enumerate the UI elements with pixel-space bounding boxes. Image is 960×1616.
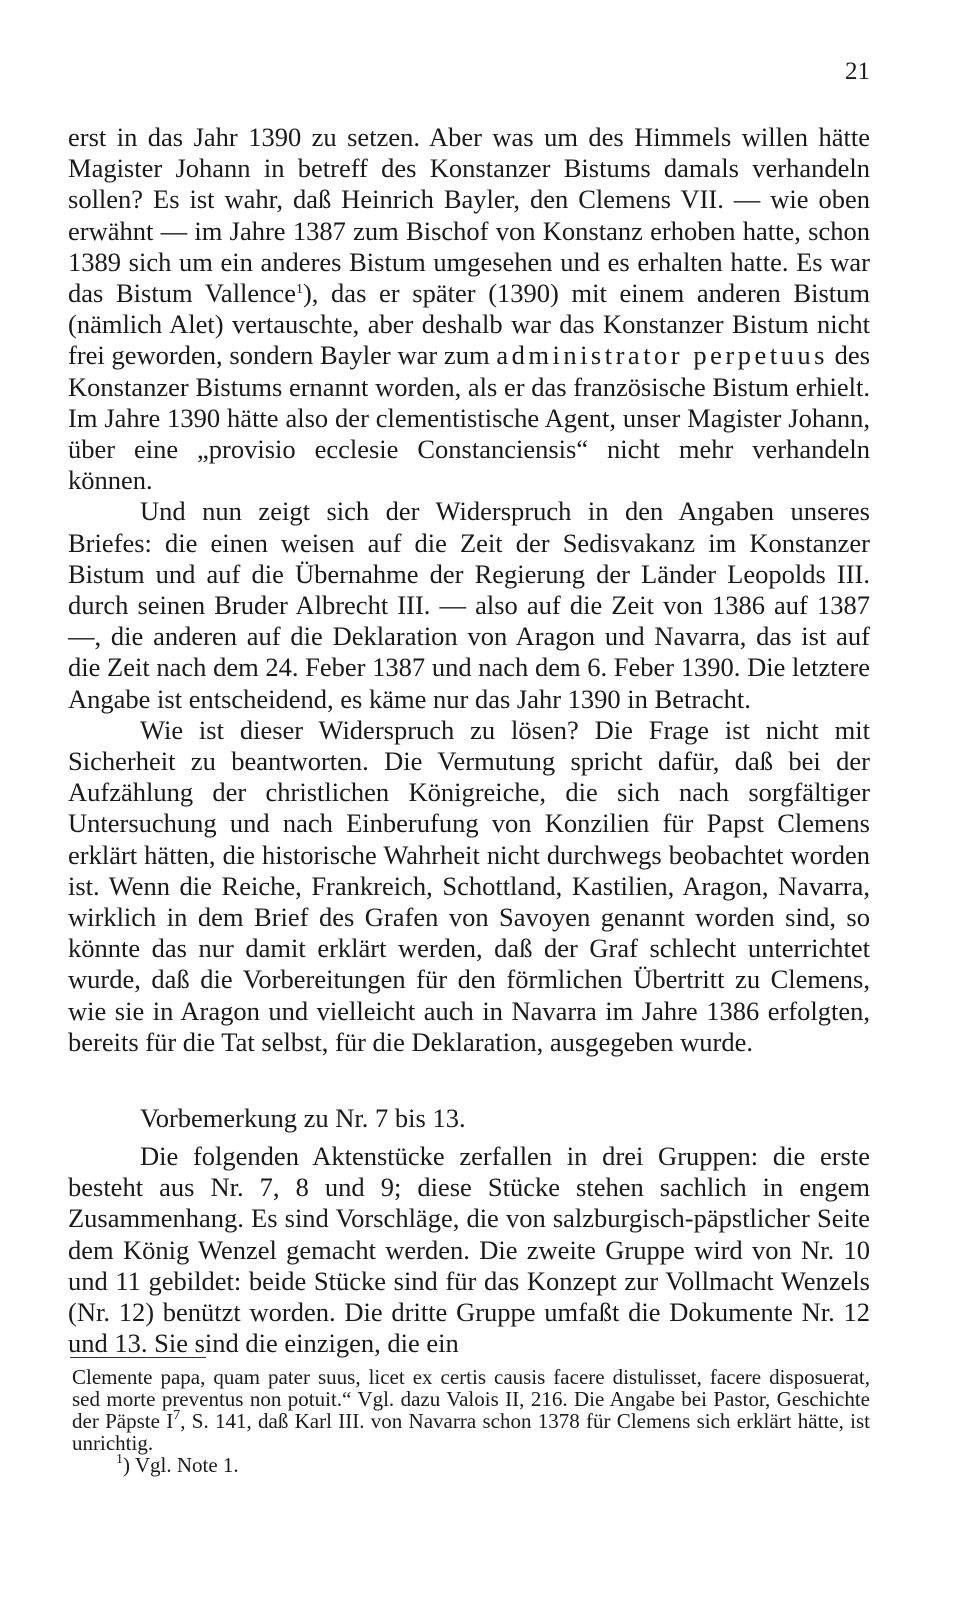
footnote-1 (72, 1454, 870, 1476)
footnote-ref-1: 1 (295, 282, 303, 298)
footnote-rule (70, 1357, 206, 1358)
main-text-section-1 (68, 122, 870, 1058)
paragraph-1-part-a: erst in das Jahr 1390 zu setzen. Aber was um des Himmels willen hätte Magister Johann in betreff des Konstanzer Bistums damals verhandeln sollen? Es ist wahr, daß Heinrich Bayler, den Clemens VII. — wie oben erwähnt — im Jahre 1387 zum Bischof von Konstanz erhoben hatte, schon 1389 sich um ein anderes Bistum umgesehen und es erhalten hatte. Es war das Bistum Vallence (68, 122, 870, 309)
footnote-1-text: ) Vgl. Note 1. (123, 1453, 239, 1477)
footnote-continued-text: Clemente papa, quam pater suus, licet ex certis causis facere distulisset, facere disposuerat, sed morte preventus non potuit.“ Vgl. dazu Valois II, 216. Die Angabe bei Pastor, Geschichte der Päpste I (72, 1365, 870, 1433)
footnote-continued-text-b: , S. 141, daß Karl III. von Navarra schon 1378 für Clemens sich erklärt hätte, ist unrichtig. (72, 1409, 870, 1455)
footnote-continued (72, 1366, 870, 1454)
paragraph-1-part-c: des Konstanzer Bistums ernannt worden, als er das französische Bistum erhielt. Im Jahre 1390 hätte also der clementistische Agent, unser Magister Johann, über eine „provisio ecclesie Constanciensis“ nicht mehr verhandeln können. (68, 340, 871, 496)
edition-superscript: 7 (173, 1408, 181, 1423)
footnote-1-mark: 1 (116, 1452, 123, 1467)
page-number: 21 (845, 58, 870, 85)
main-text-section-2 (68, 1141, 870, 1359)
paragraph-1-part-b: ), das er später (1390) mit einem anderen Bistum (nämlich Alet) vertauschte, aber deshalb war das Konstanzer Bistum nicht frei geworden, sondern Bayler war zum (68, 278, 870, 371)
paragraph-1 (68, 122, 870, 496)
paragraph-3: Wie ist dieser Widerspruch zu lösen? Die Frage ist nicht mit Sicherheit zu beantworten. Die Vermutung spricht dafür, daß bei der Aufzählung der christlichen Königreiche, die sich nach sorgfältiger Untersuchung und nach Einberufung von Konzilien für Papst Clemens erklärt hätten, die historische Wahrheit nicht durchwegs beobachtet worden ist. Wenn die Reiche, Frankreich, Schottland, Kastilien, Aragon, Navarra, wirklich in dem Brief des Grafen von Savoyen genannt worden sind, so könnte das nur damit erklärt werden, daß der Graf schlecht unterrichtet wurde, daß die Vorbereitungen für den förmlichen Übertritt zu Clemens, wie sie in Aragon und vielleicht auch in Navarra im Jahre 1386 erfolgten, bereits für die Tat selbst, für die Deklaration, ausgegeben wurde. (68, 714, 870, 1057)
footnotes (72, 1366, 870, 1476)
spaced-term: administrator perpetuus (496, 340, 828, 371)
paragraph-2: Und nun zeigt sich der Widerspruch in den Angaben unseres Briefes: die einen weisen auf die Zeit der Sedisvakanz im Konstanzer Bistum und auf die Übernahme der Regierung der Länder Leopolds III. durch seinen Bruder Albrecht III. — also auf die Zeit von 1386 auf 1387 —, die anderen auf die Deklaration von Aragon und Navarra, das ist auf die Zeit nach dem 24. Feber 1387 und nach dem 6. Feber 1390. Die letztere Angabe ist entscheidend, es käme nur das Jahr 1390 in Betracht. (68, 496, 870, 714)
paragraph-4: Die folgenden Aktenstücke zerfallen in drei Gruppen: die erste besteht aus Nr. 7, 8 und 9; diese Stücke stehen sachlich in engem Zusammenhang. Es sind Vorschläge, die von salzburgisch-päpstlicher Seite dem König Wenzel gemacht werden. Die zweite Gruppe wird von Nr. 10 und 11 gebildet: beide Stücke sind für das Konzept zur Vollmacht Wenzels (Nr. 12) benützt worden. Die dritte Gruppe umfaßt die Dokumente Nr. 12 und 13. Sie sind die einzigen, die ein (68, 1141, 870, 1359)
section-heading: Vorbemerkung zu Nr. 7 bis 13. (140, 1103, 466, 1133)
